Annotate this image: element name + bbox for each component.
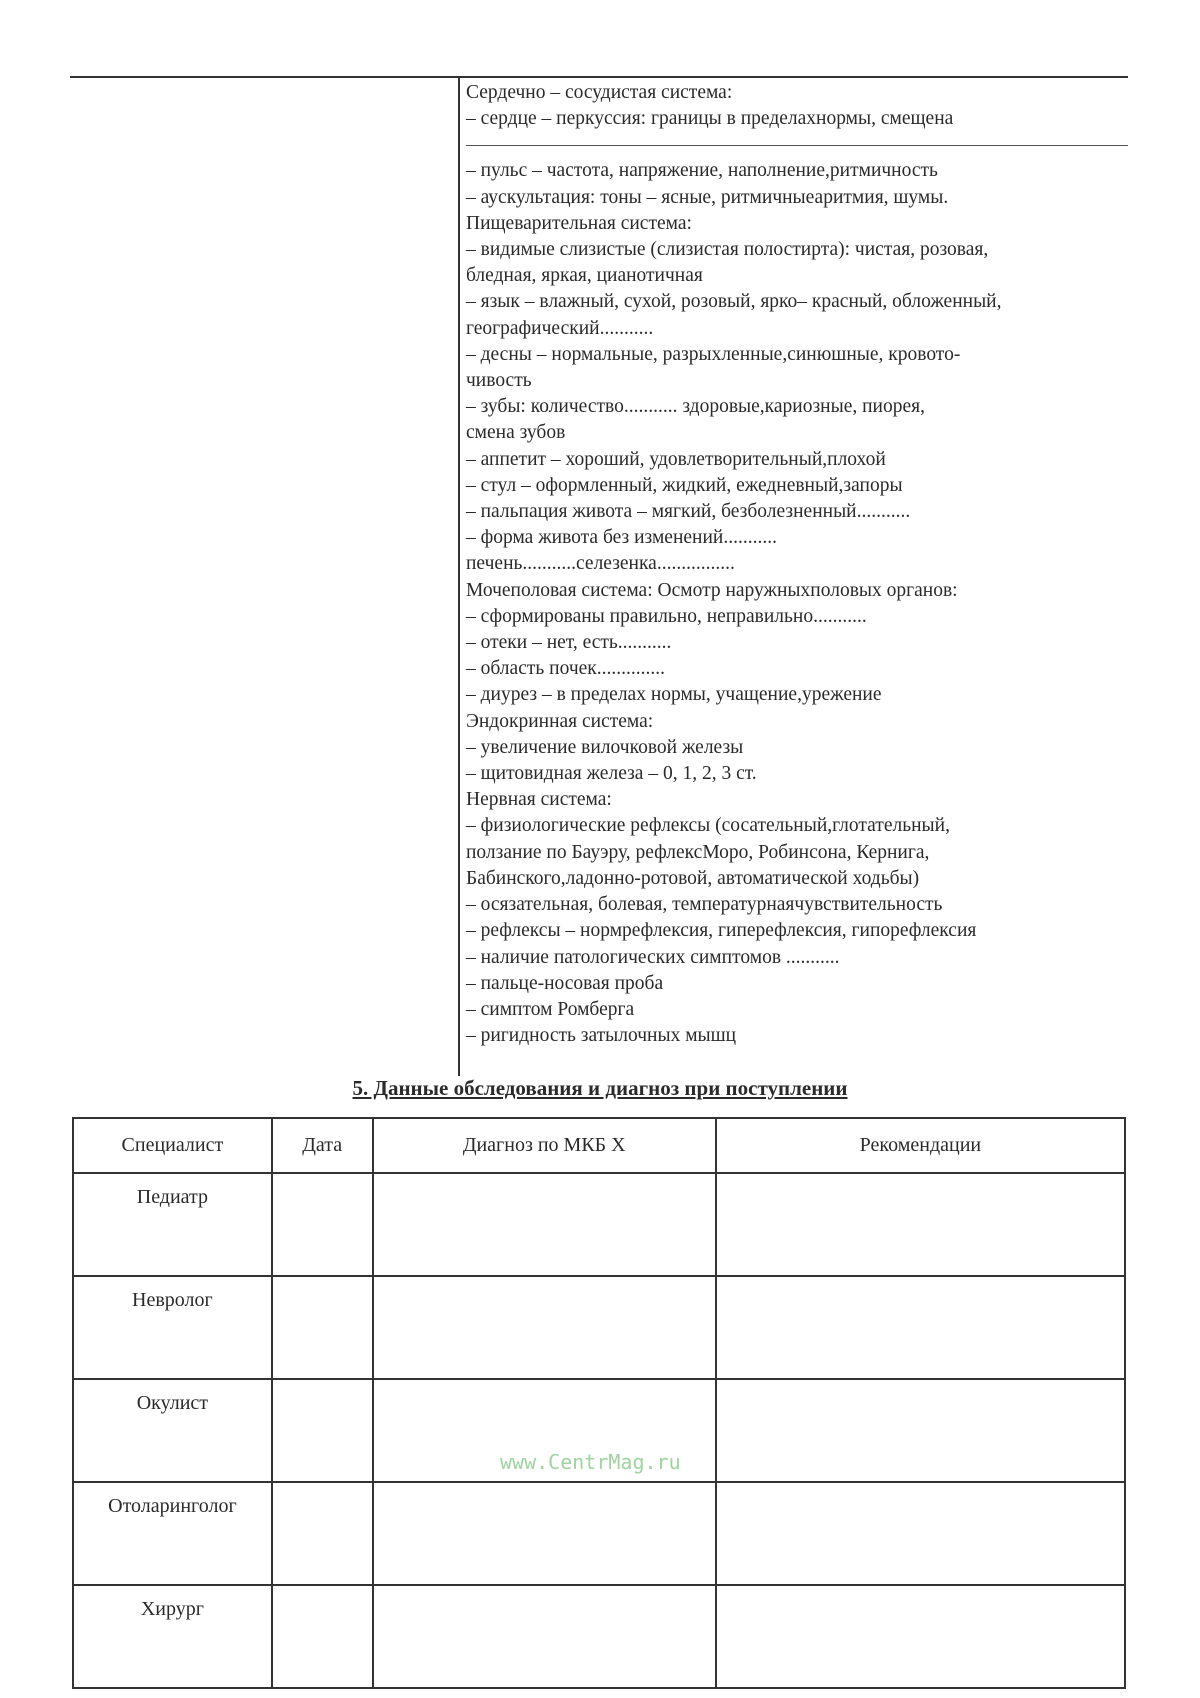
exam-line: – увеличение вилочковой железы <box>466 736 744 758</box>
exam-line: – зубы: количество........... здоровые,кариозные, пиорея, <box>466 396 925 418</box>
fill-in-line <box>466 132 1128 146</box>
exam-line: – десны – нормальные, разрыхленные,синюшные, кровото- <box>466 343 961 365</box>
exam-line: – сформированы правильно, неправильно........... <box>466 605 867 627</box>
exam-line: – симптом Ромберга <box>466 998 635 1020</box>
date-cell[interactable] <box>272 1585 373 1688</box>
header-date: Дата <box>272 1118 373 1173</box>
header-recommendations: Рекомендации <box>716 1118 1125 1173</box>
header-specialist: Специалист <box>73 1118 272 1173</box>
exam-line: – пальце-носовая проба <box>466 972 664 994</box>
specialist-name: Педиатр <box>73 1173 272 1276</box>
section-title: 5. Данные обследования и диагноз при поступлении <box>352 1076 848 1100</box>
exam-line: Эндокринная система: <box>466 710 654 732</box>
exam-line: смена зубов <box>466 422 566 444</box>
exam-line: – аускультация: тоны – ясные, ритмичныеаритмия, шумы. <box>466 186 949 208</box>
exam-line: Сердечно – сосудистая система: <box>466 82 733 103</box>
table-header-row <box>73 1118 1125 1173</box>
exam-line: – рефлексы – нормрефлексия, гиперефлексия, гипорефлексия <box>466 920 977 942</box>
exam-line: – форма живота без изменений........... <box>466 527 777 549</box>
date-cell[interactable] <box>272 1379 373 1482</box>
recommendations-cell[interactable] <box>716 1276 1125 1379</box>
exam-line: чивость <box>466 370 532 392</box>
table-row <box>73 1173 1125 1276</box>
date-cell[interactable] <box>272 1173 373 1276</box>
specialist-name: Хирург <box>73 1585 272 1688</box>
specialist-name: Невролог <box>73 1276 272 1379</box>
exam-line: – аппетит – хороший, удовлетворительный,плохой <box>466 448 886 470</box>
exam-line: – пальпация живота – мягкий, безболезненный........... <box>466 501 911 523</box>
exam-line: – щитовидная железа – 0, 1, 2, 3 ст. <box>466 763 757 785</box>
diagnosis-cell[interactable] <box>373 1276 716 1379</box>
recommendations-cell[interactable] <box>716 1379 1125 1482</box>
exam-line: – отеки – нет, есть........... <box>466 632 672 654</box>
top-rule <box>70 76 1128 78</box>
diagnosis-cell[interactable] <box>373 1482 716 1585</box>
exam-line: бледная, яркая, цианотичная <box>466 265 703 287</box>
table-row <box>73 1585 1125 1688</box>
exam-line: Мочеполовая система: Осмотр наружныхполовых органов: <box>466 579 958 601</box>
table-row <box>73 1276 1125 1379</box>
exam-line: Пищеварительная система: <box>466 212 692 234</box>
exam-line: – пульс – частота, напряжение, наполнение,ритмичность <box>466 160 938 182</box>
exam-line: – видимые слизистые (слизистая полостирта): чистая, розовая, <box>466 239 989 261</box>
exam-line: Бабинского,ладонно-ротовой, автоматической ходьбы) <box>466 867 920 889</box>
recommendations-cell[interactable] <box>716 1482 1125 1585</box>
exam-line: – диурез – в пределах нормы, учащение,урежение <box>466 684 882 706</box>
recommendations-cell[interactable] <box>716 1585 1125 1688</box>
exam-line: – область почек.............. <box>466 658 666 680</box>
column-divider <box>458 76 460 1076</box>
header-diagnosis: Диагноз по МКБ X <box>373 1118 716 1173</box>
table-row <box>73 1482 1125 1585</box>
exam-line: – ригидность затылочных мышц <box>466 1025 737 1047</box>
exam-line: Нервная система: <box>466 789 612 811</box>
exam-line: – сердце – перкуссия: границы в пределахнормы, смещена <box>466 108 954 130</box>
specialist-name: Окулист <box>73 1379 272 1482</box>
watermark: www.CentrMag.ru <box>500 1450 681 1474</box>
exam-line: – стул – оформленный, жидкий, ежедневный,запоры <box>466 474 903 496</box>
date-cell[interactable] <box>272 1482 373 1585</box>
exam-line: географический........... <box>466 317 654 339</box>
exam-line: – язык – влажный, сухой, розовый, ярко– красный, обложенный, <box>466 291 1002 313</box>
specialist-name: Отоларинголог <box>73 1482 272 1585</box>
diagnosis-cell[interactable] <box>373 1585 716 1688</box>
diagnosis-cell[interactable] <box>373 1173 716 1276</box>
exam-systems-text <box>466 80 1128 1049</box>
exam-line: печень...........селезенка................ <box>466 553 735 575</box>
exam-line: ползание по Бауэру, рефлексМоро, Робинсона, Кернига, <box>466 841 930 863</box>
exam-line: – наличие патологических симптомов ........... <box>466 946 840 968</box>
date-cell[interactable] <box>272 1276 373 1379</box>
exam-line: – физиологические рефлексы (сосательный,глотательный, <box>466 815 950 837</box>
recommendations-cell[interactable] <box>716 1173 1125 1276</box>
exam-line: – осязательная, болевая, температурнаячувствительность <box>466 894 943 916</box>
specialist-table <box>72 1117 1126 1689</box>
